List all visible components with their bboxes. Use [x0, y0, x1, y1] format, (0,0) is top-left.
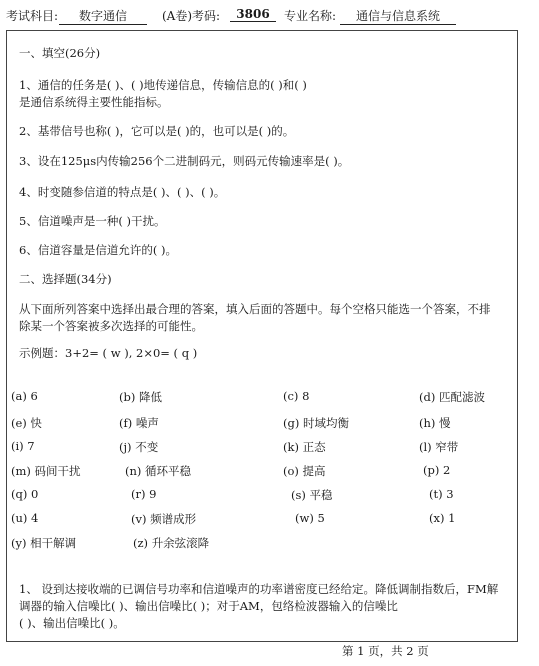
option-e: (e) 快 [11, 416, 42, 430]
option-n: (n) 循环平稳 [125, 464, 192, 478]
option-p: (p) 2 [423, 463, 451, 477]
option-g: (g) 时域均衡 [283, 416, 349, 430]
option-j: (j) 不变 [119, 440, 159, 454]
s2-question-1-line2: 调器的输入信噪比( )、输出信噪比( )；对于AM，包络检波器输入的信噪比 [19, 599, 398, 613]
option-k: (k) 正态 [283, 440, 326, 454]
s2-instruction-line1: 从下面所列答案中选择出最合理的答案，填入后面的答题中。每个空格只能选一个答案，不排 [19, 302, 491, 316]
s2-instruction-line2: 除某一个答案被多次选择的可能性。 [19, 319, 203, 333]
section2-title: 二、选择题(34分) [19, 272, 112, 286]
s1-question-2: 2、基带信号也称( )，它可以是( )的，也可以是( )的。 [19, 124, 295, 138]
option-m: (m) 码间干扰 [11, 464, 81, 478]
option-v: (v) 频谱成形 [131, 512, 197, 526]
option-a: (a) 6 [11, 389, 38, 403]
option-x: (x) 1 [429, 511, 456, 525]
exam-content-frame [6, 30, 518, 642]
option-b: (b) 降低 [119, 390, 162, 404]
s1-question-3: 3、设在125μs内传输256个二进制码元，则码元传输速率是( )。 [19, 154, 350, 168]
s1-question-5: 5、信道噪声是一种( )干扰。 [19, 214, 166, 228]
option-l: (l) 窄带 [419, 440, 459, 454]
subject-value: 数字通信 [59, 7, 147, 25]
option-d: (d) 匹配滤波 [419, 390, 485, 404]
option-h: (h) 慢 [419, 416, 451, 430]
s2-question-1-line3: ( )、输出信噪比( )。 [19, 616, 125, 630]
s1-question-4: 4、时变随参信道的特点是( )、( )、( )。 [19, 185, 226, 199]
s2-question-1-line1: 1、 设到达接收端的已调信号功率和信道噪声的功率谱密度已经给定。降低调制指数后，FM解 [19, 582, 499, 596]
exam-header [0, 7, 539, 27]
s1-question-6: 6、信道容量是信道允许的( )。 [19, 243, 177, 257]
section1-title: 一、填空(26分) [19, 46, 101, 60]
option-i: (i) 7 [11, 439, 35, 453]
option-s: (s) 平稳 [291, 488, 333, 502]
subject-label: 考试科目: [6, 9, 59, 23]
major-label: 专业名称: [284, 9, 337, 23]
option-o: (o) 提高 [283, 464, 326, 478]
option-r: (r) 9 [131, 487, 157, 501]
option-z: (z) 升余弦滚降 [133, 536, 210, 550]
s1-question-1-line1: 1、通信的任务是( )、( )地传递信息，传输信息的( )和( ) [19, 78, 307, 92]
paper-code-label: (A卷)考码: [162, 9, 221, 23]
option-u: (u) 4 [11, 511, 39, 525]
option-y: (y) 相干解调 [11, 536, 77, 550]
page-number: 第 1 页，共 2 页 [342, 644, 429, 658]
s1-question-1-line2: 是通信系统得主要性能指标。 [19, 95, 169, 109]
paper-code-value: 3806 [230, 7, 276, 22]
option-q: (q) 0 [11, 487, 39, 501]
option-c: (c) 8 [283, 389, 310, 403]
major-value: 通信与信息系统 [340, 7, 456, 25]
option-w: (w) 5 [295, 511, 325, 525]
option-t: (t) 3 [429, 487, 454, 501]
s2-example: 示例题：3+2= ( w ), 2×0= ( q ) [19, 346, 198, 360]
option-f: (f) 噪声 [119, 416, 159, 430]
